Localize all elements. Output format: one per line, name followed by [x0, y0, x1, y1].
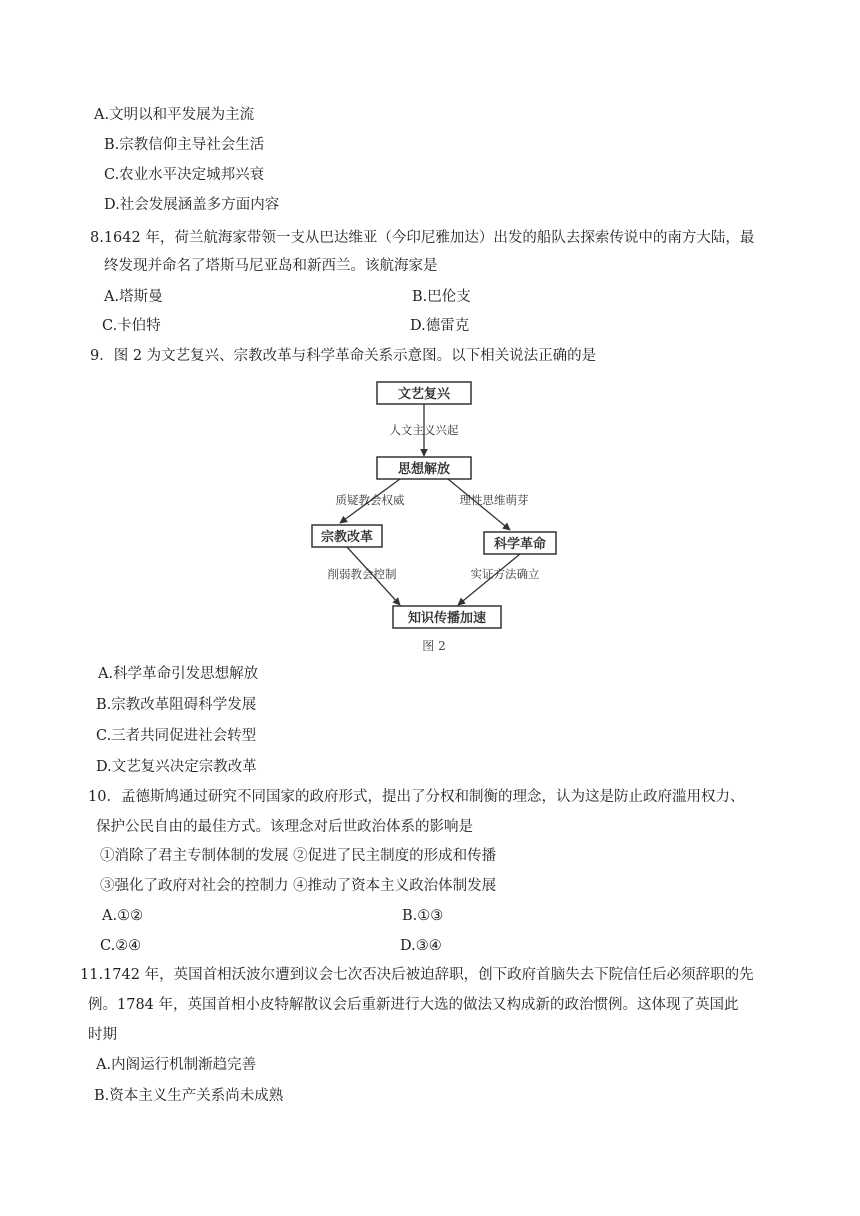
- box-scientific-revolution-label: 科学革命: [493, 537, 547, 552]
- q8-stem-line-2: 终发现并命名了塔斯马尼亚岛和新西兰。该航海家是: [104, 258, 438, 274]
- q10-option-c: C.②④: [100, 938, 142, 954]
- q8-option-c: C.卡伯特: [102, 318, 161, 334]
- q8-option-d: D.德雷克: [410, 318, 470, 334]
- figure-caption: 图 2: [422, 639, 446, 653]
- q10-option-a: A.①②: [102, 908, 144, 924]
- edge-humanism-label: 人文主义兴起: [389, 423, 459, 437]
- q7-option-a: A.文明以和平发展为主流: [94, 107, 255, 123]
- q9-option-a: A.科学革命引发思想解放: [98, 666, 259, 682]
- q11-stem-line-2: 例。1784 年，英国首相小皮特解散议会后重新进行大选的做法又构成新的政治惯例。这体现了英国此: [88, 997, 739, 1013]
- q8-option-b: B.巴伦支: [412, 289, 471, 305]
- box-liberation-label: 思想解放: [397, 462, 451, 477]
- box-renaissance-label: 文艺复兴: [397, 387, 451, 402]
- q10-statements-1: ①消除了君主专制体制的发展 ②促进了民主制度的形成和传播: [100, 848, 497, 864]
- q10-stem-line-1: 10．孟德斯鸠通过研究不同国家的政府形式，提出了分权和制衡的理念，认为这是防止政府滥用权力、: [88, 789, 745, 805]
- q10-option-d: D.③④: [400, 938, 442, 954]
- box-reformation-label: 宗教改革: [320, 530, 374, 545]
- q7-option-d: D.社会发展涵盖多方面内容: [104, 197, 280, 213]
- q9-option-c: C.三者共同促进社会转型: [96, 728, 257, 744]
- q10-stem-line-2: 保护公民自由的最佳方式。该理念对后世政治体系的影响是: [96, 819, 473, 835]
- q11-option-a: A.内阁运行机制渐趋完善: [96, 1057, 257, 1073]
- q7-option-b: B.宗教信仰主导社会生活: [104, 137, 265, 153]
- q8-stem-line-1: 8.1642 年，荷兰航海家带领一支从巴达维亚（今印尼雅加达）出发的船队去探索传说中的南方大陆，最: [90, 230, 755, 246]
- edge-question-church-label: 质疑教会权威: [335, 493, 405, 507]
- edge-empirical-method-label: 实证方法确立: [470, 567, 540, 581]
- q9-stem: 9．图 2 为文艺复兴、宗教改革与科学革命关系示意图。以下相关说法正确的是: [90, 348, 597, 364]
- q7-option-c: C.农业水平决定城邦兴衰: [104, 167, 265, 183]
- q10-option-b: B.①③: [402, 908, 444, 924]
- q9-option-b: B.宗教改革阻碍科学发展: [96, 697, 257, 713]
- relationship-diagram: [300, 378, 560, 658]
- q11-stem-line-1: 11.1742 年，英国首相沃波尔遭到议会七次否决后被迫辞职，创下政府首脑失去下院信任后必须辞职的先: [80, 967, 754, 983]
- edge-weaken-church-label: 削弱教会控制: [327, 567, 397, 581]
- q10-statements-2: ③强化了政府对社会的控制力 ④推动了资本主义政治体制发展: [100, 878, 497, 894]
- q11-option-b: B.资本主义生产关系尚未成熟: [94, 1088, 284, 1104]
- q9-option-d: D.文艺复兴决定宗教改革: [96, 759, 257, 775]
- q8-option-a: A.塔斯曼: [104, 289, 163, 305]
- box-knowledge-spread-label: 知识传播加速: [407, 611, 487, 626]
- q11-stem-line-3: 时期: [88, 1027, 117, 1043]
- edge-rational-thinking-label: 理性思维萌芽: [459, 493, 529, 507]
